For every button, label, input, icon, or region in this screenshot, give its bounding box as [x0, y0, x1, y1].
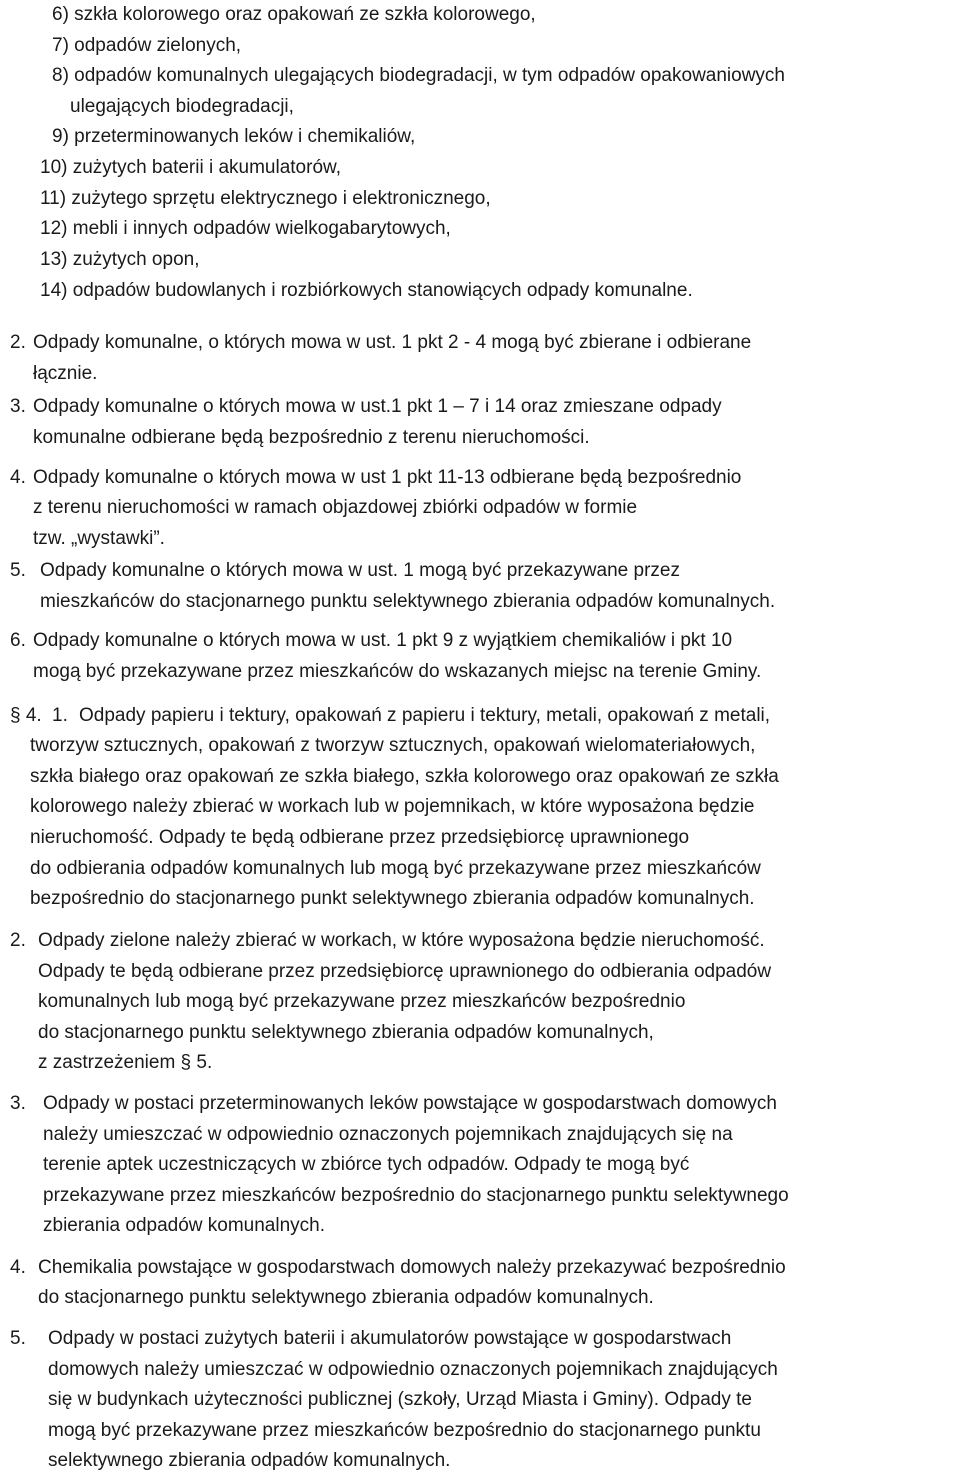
paragraph-number: 5.: [10, 560, 26, 581]
paragraph-line: z terenu nieruchomości w ramach objazdowej zbiórki odpadów w formie: [33, 497, 638, 518]
paragraph-line: tworzyw sztucznych, opakowań z tworzyw sztucznych, opakowań wielomateriałowych,: [30, 735, 756, 756]
paragraph-line: do stacjonarnego punktu selektywnego zbierania odpadów komunalnych,: [38, 1022, 654, 1043]
list-item: 9) przeterminowanych leków i chemikaliów,: [52, 126, 416, 147]
paragraph-line: komunalne odbierane będą bezpośrednio z terenu nieruchomości.: [33, 427, 590, 448]
paragraph-number: 4.: [10, 467, 26, 488]
paragraph-number: 2.: [10, 930, 26, 951]
paragraph-line: Odpady komunalne o których mowa w ust. 1 mogą być przekazywane przez: [40, 560, 680, 581]
paragraph-line: selektywnego zbierania odpadów komunalnych.: [48, 1450, 451, 1471]
paragraph-line: Odpady te będą odbierane przez przedsiębiorcę uprawnionego do odbierania odpadów: [38, 961, 772, 982]
paragraph-line: zbierania odpadów komunalnych.: [43, 1215, 326, 1236]
paragraph-line: się w budynkach użyteczności publicznej (szkoły, Urząd Miasta i Gminy). Odpady te: [48, 1389, 752, 1410]
paragraph-line: należy umieszczać w odpowiednio oznaczonych pojemnikach znajdujących się na: [43, 1124, 733, 1145]
paragraph-line: z zastrzeżeniem § 5.: [38, 1052, 213, 1073]
list-item: 6) szkła kolorowego oraz opakowań ze szkła kolorowego,: [52, 4, 536, 25]
paragraph-line: łącznie.: [33, 363, 98, 384]
paragraph-line: kolorowego należy zbierać w workach lub w pojemnikach, w które wyposażona będzie: [30, 796, 755, 817]
paragraph-line: Odpady w postaci zużytych baterii i akumulatorów powstające w gospodarstwach: [48, 1328, 732, 1349]
paragraph-line: Odpady zielone należy zbierać w workach, w które wyposażona będzie nieruchomość.: [38, 930, 765, 951]
paragraph-line: [33, 333, 955, 352]
paragraph-number: 6.: [10, 630, 26, 651]
paragraph-number: 3.: [10, 1093, 26, 1114]
list-item: 13) zużytych opon,: [40, 249, 200, 270]
list-item: 7) odpadów zielonych,: [52, 35, 242, 56]
paragraph-line: Odpady komunalne o których mowa w ust 1 pkt 11-13 odbierane będą bezpośrednio: [33, 467, 742, 488]
paragraph-line: przekazywane przez mieszkańców bezpośrednio do stacjonarnego punktu selektywnego: [43, 1185, 789, 1206]
paragraph-line: Odpady papieru i tektury, opakowań z papieru i tektury, metali, opakowań z metali,: [79, 705, 771, 726]
paragraph-number: 4.: [10, 1257, 26, 1278]
paragraph-line: do odbierania odpadów komunalnych lub mogą być przekazywane przez mieszkańców: [30, 858, 761, 879]
list-item: 14) odpadów budowlanych i rozbiórkowych stanowiących odpady komunalne.: [40, 280, 693, 301]
paragraph-number: 3.: [10, 396, 26, 417]
list-item: 11) zużytego sprzętu elektrycznego i elektronicznego,: [40, 188, 491, 209]
list-item: 12) mebli i innych odpadów wielkogabarytowych,: [40, 218, 451, 239]
paragraph-line: do stacjonarnego punktu selektywnego zbierania odpadów komunalnych.: [38, 1287, 654, 1308]
paragraph-line: tzw. „wystawki”.: [33, 528, 165, 549]
paragraph-line: mogą być przekazywane przez mieszkańców bezpośrednio do stacjonarnego punktu: [48, 1420, 761, 1441]
paragraph-line: szkła białego oraz opakowań ze szkła białego, szkła kolorowego oraz opakowań ze szkła: [30, 766, 779, 787]
list-item: 8) odpadów komunalnych ulegających biodegradacji, w tym odpadów opakowaniowych: [52, 65, 785, 86]
paragraph-line: komunalnych lub mogą być przekazywane przez mieszkańców bezpośrednio: [38, 991, 686, 1012]
paragraph-number: 5.: [10, 1328, 26, 1349]
paragraph-number: 1.: [52, 705, 68, 726]
section-heading: § 4.: [10, 705, 42, 726]
paragraph-line: Odpady komunalne o których mowa w ust. 1 pkt 9 z wyjątkiem chemikaliów i pkt 10: [33, 630, 733, 651]
paragraph-line: terenie aptek uczestniczących w zbiórce tych odpadów. Odpady te mogą być: [43, 1154, 690, 1175]
paragraph-line: nieruchomość. Odpady te będą odbierane przez przedsiębiorcę uprawnionego: [30, 827, 690, 848]
list-item: 10) zużytych baterii i akumulatorów,: [40, 157, 341, 178]
paragraph-line: domowych należy umieszczać w odpowiednio oznaczonych pojemnikach znajdujących: [48, 1359, 778, 1380]
paragraph-line: Chemikalia powstające w gospodarstwach domowych należy przekazywać bezpośrednio: [38, 1257, 786, 1278]
list-item: ulegających biodegradacji,: [70, 96, 294, 117]
paragraph-line: bezpośrednio do stacjonarnego punkt selektywnego zbierania odpadów komunalnych.: [30, 888, 755, 909]
paragraph-line: Odpady komunalne o których mowa w ust.1 pkt 1 – 7 i 14 oraz zmieszane odpady: [33, 396, 722, 417]
paragraph-line: mieszkańców do stacjonarnego punktu selektywnego zbierania odpadów komunalnych.: [40, 591, 776, 612]
paragraph-number: 2.: [10, 332, 26, 353]
paragraph-text: Odpady komunalne, o których mowa w ust. 1 pkt 2 - 4 mogą być zbierane i odbierane: [33, 332, 752, 353]
paragraph-line: mogą być przekazywane przez mieszkańców do wskazanych miejsc na terenie Gminy.: [33, 661, 762, 682]
paragraph-line: Odpady w postaci przeterminowanych leków powstające w gospodarstwach domowych: [43, 1093, 777, 1114]
